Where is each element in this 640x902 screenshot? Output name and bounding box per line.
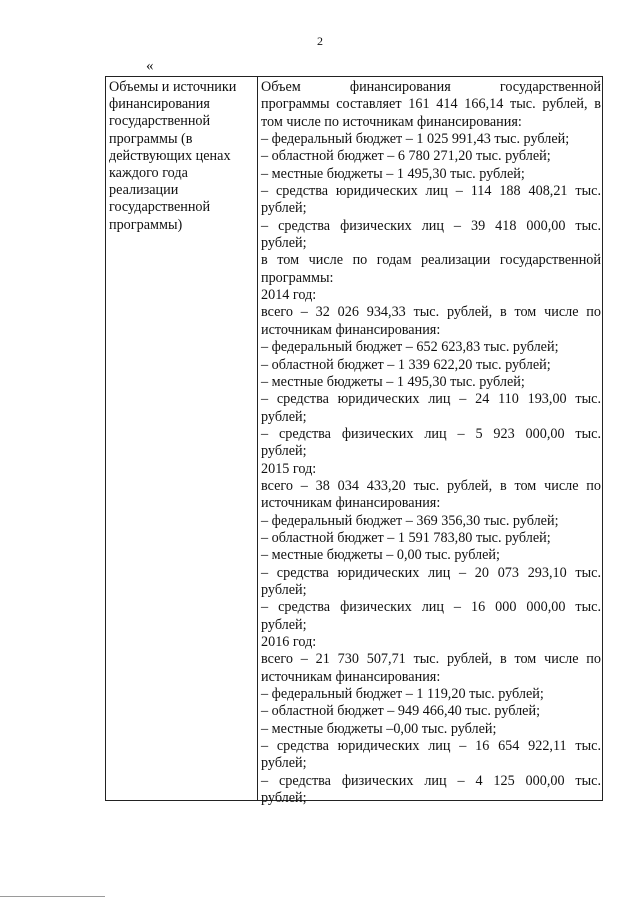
right-cell-line: – средства юридических лиц – 24 110 193,00 тыс. <box>261 391 601 408</box>
financing-table <box>105 76 603 807</box>
right-cell-line: рублей; <box>261 408 307 425</box>
right-cell-line: в том числе по годам реализации государственной <box>261 252 601 269</box>
right-cell-line: 2016 год: <box>261 634 317 650</box>
right-cell-line: – средства юридических лиц – 16 654 922,11 тыс. <box>261 738 601 755</box>
right-cell-line: – местные бюджеты –0,00 тыс. рублей; <box>261 720 497 737</box>
right-cell-line: – федеральный бюджет – 652 623,83 тыс. рублей; <box>261 339 559 356</box>
right-cell-line: 2014 год: <box>261 287 317 304</box>
right-cell-line: всего – 21 730 507,71 тыс. рублей, в том числе по <box>261 651 601 668</box>
left-cell-line: реализации <box>109 182 179 199</box>
right-cell-line: – областной бюджет – 1 591 783,80 тыс. рублей; <box>261 529 551 546</box>
left-cell-line: каждого года <box>109 165 188 182</box>
right-cell-line: программы составляет 161 414 166,14 тыс. рублей, в <box>261 96 601 113</box>
right-cell-content <box>261 79 601 807</box>
right-cell-line: программы: <box>261 269 334 286</box>
left-cell-line: Объемы и источники <box>109 79 237 95</box>
right-cell-line: источникам финансирования: <box>261 668 441 685</box>
right-cell-line: всего – 38 034 433,20 тыс. рублей, в том числе по <box>261 477 601 494</box>
left-cell-line: финансирования <box>109 96 210 113</box>
left-cell-heading <box>109 79 254 234</box>
right-cell-line: – местные бюджеты – 1 495,30 тыс. рублей; <box>261 165 525 182</box>
right-cell-line: источникам финансирования: <box>261 495 441 512</box>
right-cell-line: – местные бюджеты – 0,00 тыс. рублей; <box>261 547 500 564</box>
right-cell-line: всего – 32 026 934,33 тыс. рублей, в том числе по <box>261 304 601 321</box>
right-cell-line: 2015 год: <box>261 460 317 477</box>
right-cell-line: том числе по источникам финансирования: <box>261 113 522 130</box>
right-cell-line: – средства физических лиц – 4 125 000,00 тыс. <box>261 772 601 789</box>
left-cell-line: государственной <box>109 199 211 216</box>
left-cell-line: программы (в <box>109 130 193 147</box>
right-cell-line: – средства физических лиц – 5 923 000,00 тыс. <box>261 425 601 442</box>
left-cell-line: программы) <box>109 216 183 233</box>
right-cell-line: рублей; <box>261 200 307 217</box>
right-cell-line: – средства юридических лиц – 114 188 408,21 тыс. <box>261 183 601 200</box>
right-cell-line: – федеральный бюджет – 1 119,20 тыс. рублей; <box>261 686 544 703</box>
right-cell-line: – средства физических лиц – 39 418 000,00 тыс. <box>261 217 601 234</box>
right-cell-line: – областной бюджет – 1 339 622,20 тыс. рублей; <box>261 356 551 373</box>
right-cell-line: – федеральный бюджет – 1 025 991,43 тыс. рублей; <box>261 131 570 148</box>
right-cell-line: – местные бюджеты – 1 495,30 тыс. рублей; <box>261 373 525 390</box>
page-number: 2 <box>317 34 323 48</box>
right-cell-line: рублей; <box>261 755 307 772</box>
bottom-margin-rule <box>0 896 105 897</box>
right-cell-line: источникам финансирования: <box>261 321 441 338</box>
opening-quote-mark: « <box>146 58 154 74</box>
right-cell-line: – средства юридических лиц – 20 073 293,10 тыс. <box>261 564 601 581</box>
right-cell-line: – областной бюджет – 949 466,40 тыс. рублей; <box>261 703 541 720</box>
right-cell-line: рублей; <box>261 790 307 807</box>
right-cell-line: рублей; <box>261 581 307 598</box>
column-divider <box>257 77 258 800</box>
left-cell-line: действующих ценах <box>109 147 231 164</box>
right-cell-line: – средства физических лиц – 16 000 000,00 тыс. <box>261 599 601 616</box>
right-cell-line: – федеральный бюджет – 369 356,30 тыс. рублей; <box>261 512 559 529</box>
left-cell-line: государственной <box>109 113 211 130</box>
right-cell-line: – областной бюджет – 6 780 271,20 тыс. рублей; <box>261 148 551 165</box>
right-cell-line: рублей; <box>261 616 307 633</box>
right-cell-line: рублей; <box>261 443 307 460</box>
right-cell-line: рублей; <box>261 235 307 252</box>
right-cell-line: Объем финансирования государственной <box>261 79 601 95</box>
